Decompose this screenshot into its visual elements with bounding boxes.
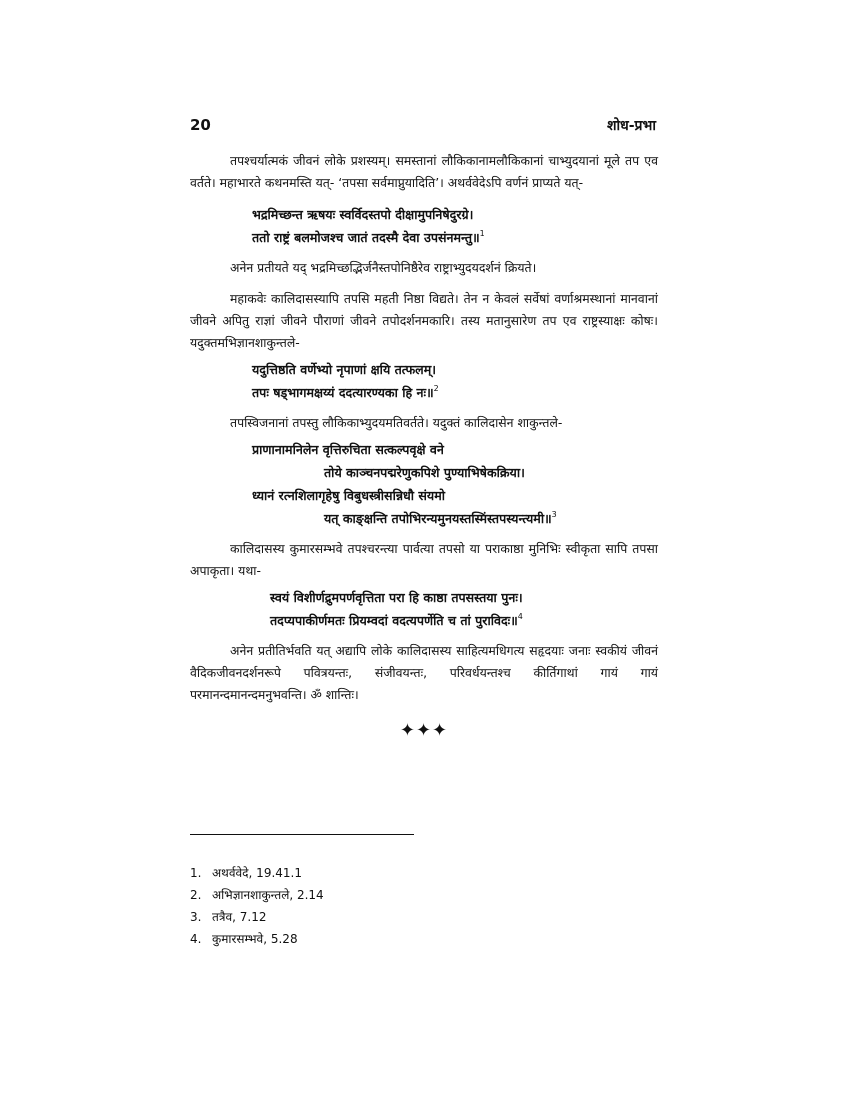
paragraph-2: अनेन प्रतीयते यद् भद्रमिच्छद्भिर्जनैस्तपोनिष्ठैरेव राष्ट्राभ्युदयदर्शनं क्रियते। <box>230 260 537 275</box>
page-number: 20 <box>190 116 211 134</box>
footnote-ref: 3 <box>551 510 557 519</box>
verse-line: भद्रमिच्छन्त ऋषयः स्वर्विदस्तपो दीक्षामुपनिषेदुरग्रे। <box>252 207 474 222</box>
footnote-item: 2. अभिज्ञानशाकुन्तले, 2.14 <box>190 888 324 902</box>
verse-shakuntala-1 <box>190 358 658 404</box>
verse-line: प्राणानामनिलेन वृत्तिरुचिता सत्कल्पवृक्षे वने <box>252 442 444 457</box>
verse-shakuntala-2 <box>190 438 658 530</box>
paragraph-5: कालिदासस्य कुमारसम्भवे तपश्चरन्त्या पार्वत्या तपसो या पराकाष्ठा मुनिभिः स्वीकृता सापि तपसा अपाकृता। यथा- <box>190 541 658 578</box>
section-ornament: ✦✦✦ <box>399 720 449 741</box>
paragraph-3: महाकवेः कालिदासस्यापि तपसि महती निष्ठा विद्यते। तेन न केवलं सर्वेषां वर्णाश्रमस्थानां मानवानां जीवने अपितु राज्ञां जीवने पौराणां जीवने तपोदर्शनमकारि। तस्य मतानुसारेण तप एव राष्ट्रस्याक्षः कोषः। यदुक्तमभिज्ञानशाकुन्तले- <box>190 291 658 350</box>
footnote-item: 1. अथर्ववेदे, 19.41.1 <box>190 866 302 880</box>
verse-kumarasambhava <box>190 586 658 632</box>
paragraph-1: तपश्चर्यात्मकं जीवनं लोके प्रशस्यम्। समस्तानां लौकिकानामलौकिकानां चाभ्युदयानां मूले तप एव वर्तते। महाभारते कथनमस्ति यत्- ‘तपसा सर्वमाप्नुयादिति’। अथर्ववेदेऽपि वर्णनं प्राप्यते यत्- <box>190 153 658 190</box>
page-body <box>190 150 658 741</box>
paragraph-4: तपस्विजनानां तपस्तु लौकिकाभ्युदयमतिवर्तते। यदुक्तं कालिदासेन शाकुन्तले- <box>230 415 563 430</box>
page-header <box>190 116 656 138</box>
paragraph-6: अनेन प्रतीतिर्भवति यत् अद्यापि लोके कालिदासस्य साहित्यमधिगत्य सहृदयाः जनाः स्वकीयं जीवनं वैदिकजीवनदर्शनरूपे पवित्रयन्तः, संजीवयन्तः, परिवर्धयन्तश्च कीर्तिगाथां गायं गायं परमानन्दमानन्दमनुभवन्ति। ॐ शान्तिः। <box>190 643 658 702</box>
verse-line: स्वयं विशीर्णद्रुमपर्णवृत्तिता परा हि काष्ठा तपसस्तया पुनः। <box>270 590 523 605</box>
footnote-item: 3. तत्रैव, 7.12 <box>190 910 267 924</box>
footnote-divider <box>190 834 414 835</box>
footnotes <box>190 862 490 950</box>
verse-line: तोये काञ्चनपद्मरेणुकपिशे पुण्याभिषेकक्रिया। <box>324 465 525 480</box>
verse-atharvaveda <box>190 203 658 249</box>
footnote-ref: 4 <box>517 612 523 621</box>
verse-line: यत् काङ्क्षन्ति तपोभिरन्यमुनयस्तस्मिंस्तपस्यन्त्यमी॥$^3$ <box>324 510 557 526</box>
verse-line: तपः षड्भागमक्षय्यं ददत्यारण्यका हि नः॥$^2$ <box>252 384 439 400</box>
verse-line: यदुत्तिष्ठति वर्णेभ्यो नृपाणां क्षयि तत्फलम्। <box>252 362 437 377</box>
verse-line: ततो राष्ट्रं बलमोजश्च जातं तदस्मै देवा उपसंनमन्तु॥$^1$ <box>252 229 485 245</box>
footnote-ref: 1 <box>479 229 485 238</box>
footnote-ref: 2 <box>433 384 439 393</box>
footnote-item: 4. कुमारसम्भवे, 5.28 <box>190 932 298 946</box>
verse-line: तदप्यपाकीर्णमतः प्रियम्वदां वदत्यपर्णेति च तां पुराविदः॥$^4$ <box>270 612 523 628</box>
verse-line: ध्यानं रत्नशिलागृहेषु विबुधस्त्रीसन्निधौ संयमो <box>252 488 446 503</box>
running-title: शोध-प्रभा <box>606 118 656 134</box>
